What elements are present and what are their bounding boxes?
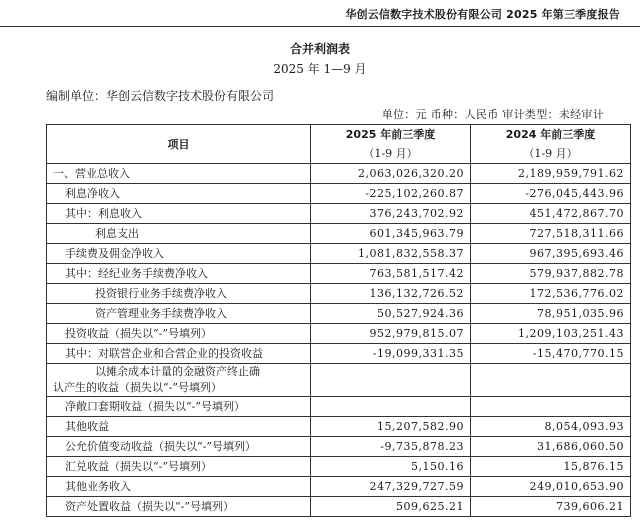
row-label: 公允价值变动收益（损失以“-”号填列） <box>47 437 311 457</box>
prior-value: 249,010,653.90 <box>471 477 631 497</box>
current-value <box>311 397 471 417</box>
row-label: 资产管理业务手续费净收入 <box>47 304 311 324</box>
table-row <box>47 364 631 397</box>
table-row <box>47 324 631 344</box>
table-row <box>47 477 631 497</box>
current-value: 15,207,582.90 <box>311 417 471 437</box>
prior-value: -276,045,443.96 <box>471 184 631 204</box>
table-row <box>47 457 631 477</box>
income-statement-table <box>46 124 631 517</box>
prior-value: 2,189,959,791.62 <box>471 164 631 184</box>
column-subheader-prior: （1-9 月） <box>471 144 631 164</box>
prior-value: 78,951,035.96 <box>471 304 631 324</box>
prior-value: 451,472,867.70 <box>471 204 631 224</box>
row-label: 手续费及佣金净收入 <box>47 244 311 264</box>
prior-value: 172,536,776.02 <box>471 284 631 304</box>
report-header: 华创云信数字技术股份有限公司 2025 年第三季度报告 <box>345 8 620 21</box>
row-label: 投资银行业务手续费净收入 <box>47 284 311 304</box>
table-row <box>47 397 631 417</box>
table-row <box>47 417 631 437</box>
current-value: 376,243,702.92 <box>311 204 471 224</box>
current-value: -19,099,331.35 <box>311 344 471 364</box>
table-row <box>47 224 631 244</box>
table-row <box>47 264 631 284</box>
header-divider <box>0 26 640 27</box>
current-value: 5,150.16 <box>311 457 471 477</box>
column-header-prior: 2024 年前三季度 <box>471 125 631 145</box>
current-value: 601,345,963.79 <box>311 224 471 244</box>
table-row <box>47 304 631 324</box>
row-label: 一、营业总收入 <box>47 164 311 184</box>
row-label: 资产处置收益（损失以“-”号填列） <box>47 497 311 517</box>
current-value: 509,625.21 <box>311 497 471 517</box>
currency-audit-info: 单位：元 币种：人民币 审计类型：未经审计 <box>381 108 604 121</box>
prior-value <box>471 364 631 397</box>
prior-value: 579,937,882.78 <box>471 264 631 284</box>
row-label-line2: 认产生的收益（损失以“-”号填列） <box>53 381 222 394</box>
current-value: 1,081,832,558.37 <box>311 244 471 264</box>
current-value: 136,132,726.52 <box>311 284 471 304</box>
row-label: 汇兑收益（损失以“-”号填列） <box>47 457 311 477</box>
table-row <box>47 497 631 517</box>
table-row <box>47 244 631 264</box>
row-label-multiline <box>47 364 311 397</box>
current-value: 247,329,727.59 <box>311 477 471 497</box>
row-label: 利息支出 <box>47 224 311 244</box>
row-label-line1: 以摊余成本计量的金融资产终止确 <box>95 365 260 378</box>
row-label: 其中：对联营企业和合营企业的投资收益 <box>47 344 311 364</box>
prior-value: 31,686,060.50 <box>471 437 631 457</box>
row-label: 净敞口套期收益（损失以“-”号填列） <box>47 397 311 417</box>
prior-value <box>471 397 631 417</box>
column-header-item: 项目 <box>47 125 311 164</box>
statement-title: 合并利润表 <box>289 42 350 56</box>
compiling-unit: 编制单位：华创云信数字技术股份有限公司 <box>46 89 275 103</box>
table-row <box>47 164 631 184</box>
table-header-row <box>47 125 631 145</box>
column-subheader-current: （1-9 月） <box>311 144 471 164</box>
prior-value: 15,876.15 <box>471 457 631 477</box>
table-row <box>47 284 631 304</box>
current-value: -9,735,878.23 <box>311 437 471 457</box>
row-label: 其中：利息收入 <box>47 204 311 224</box>
prior-value: 1,209,103,251.43 <box>471 324 631 344</box>
prior-value: -15,470,770.15 <box>471 344 631 364</box>
table-row <box>47 437 631 457</box>
row-label: 利息净收入 <box>47 184 311 204</box>
prior-value: 739,606.21 <box>471 497 631 517</box>
table-row <box>47 344 631 364</box>
current-value: 2,063,026,320.20 <box>311 164 471 184</box>
current-value: -225,102,260.87 <box>311 184 471 204</box>
current-value: 50,527,924.36 <box>311 304 471 324</box>
prior-value: 727,518,311.66 <box>471 224 631 244</box>
current-value: 763,581,517.42 <box>311 264 471 284</box>
table-row <box>47 204 631 224</box>
row-label: 其他业务收入 <box>47 477 311 497</box>
current-value <box>311 364 471 397</box>
row-label: 投资收益（损失以“-”号填列） <box>47 324 311 344</box>
row-label: 其中：经纪业务手续费净收入 <box>47 264 311 284</box>
column-header-current: 2025 年前三季度 <box>311 125 471 145</box>
table-row <box>47 184 631 204</box>
row-label: 其他收益 <box>47 417 311 437</box>
prior-value: 8,054,093.93 <box>471 417 631 437</box>
prior-value: 967,395,693.46 <box>471 244 631 264</box>
current-value: 952,979,815.07 <box>311 324 471 344</box>
statement-period: 2025 年 1—9 月 <box>273 62 367 76</box>
